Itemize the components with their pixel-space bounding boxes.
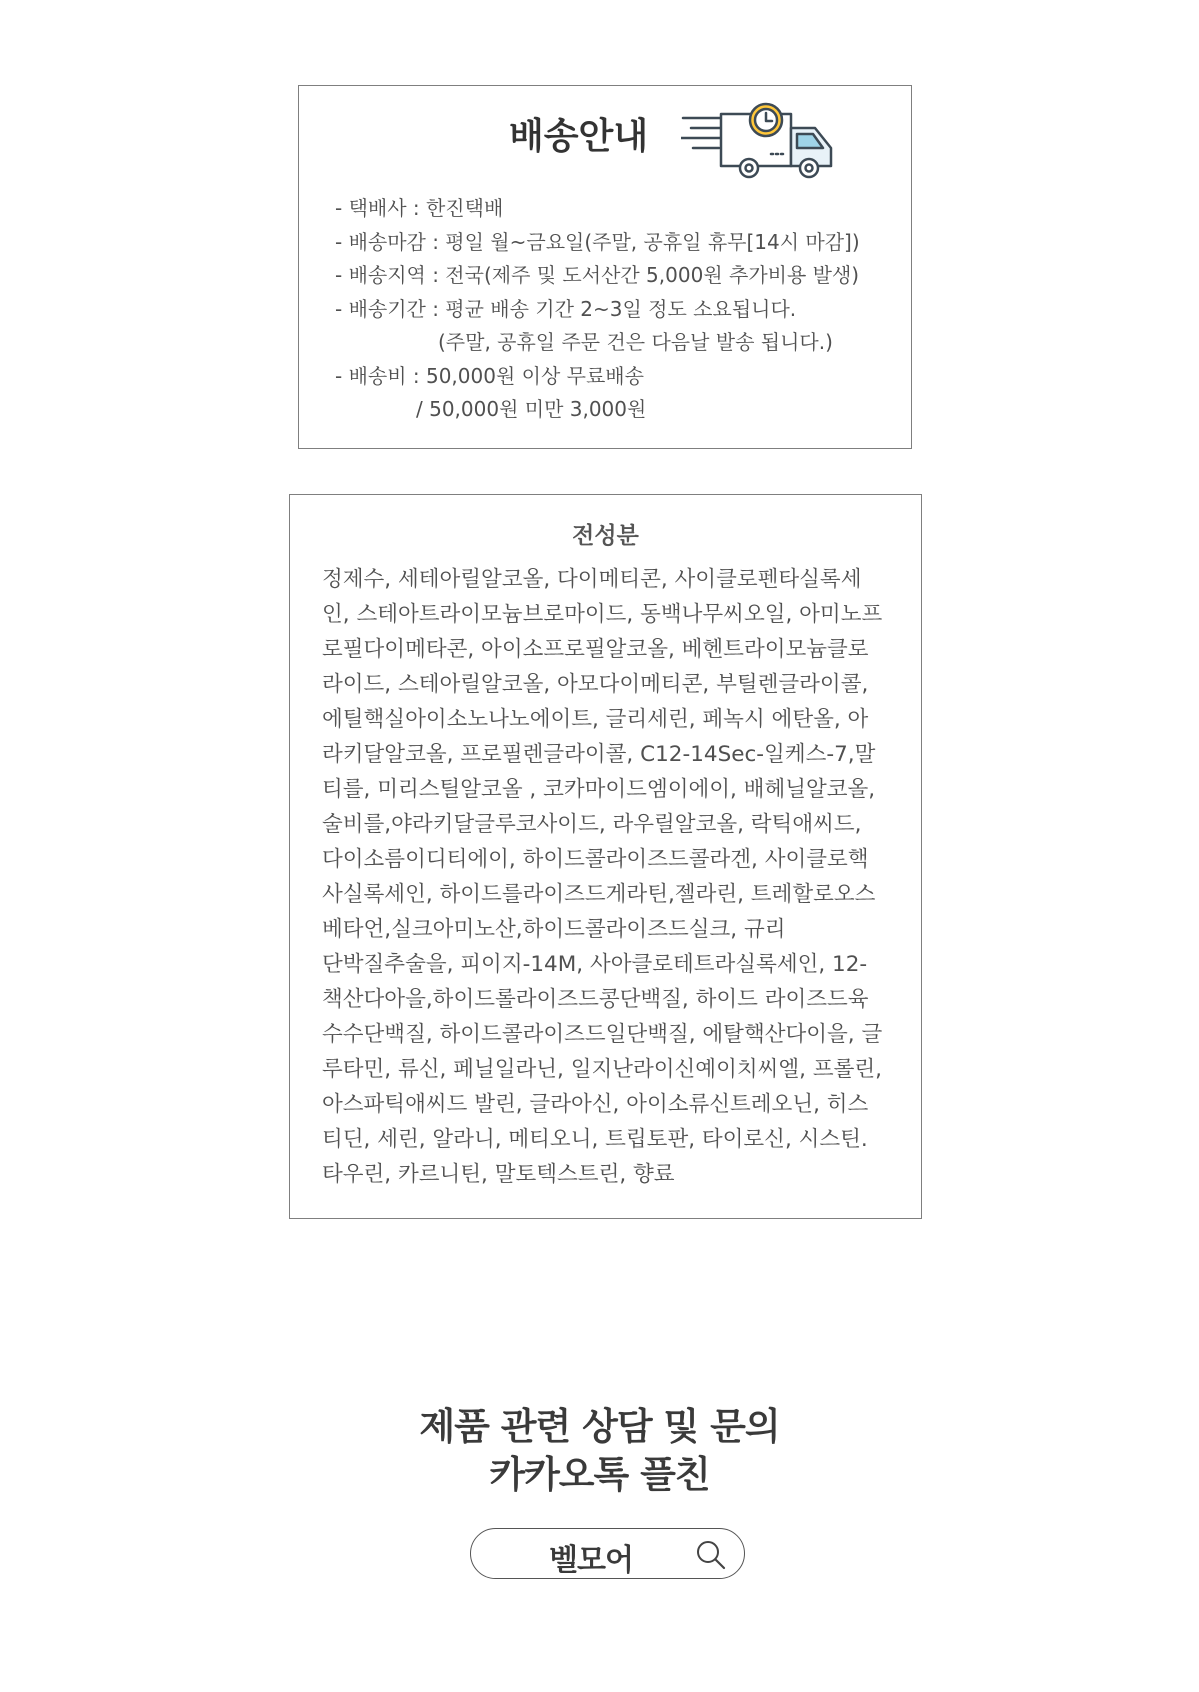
ingredients-line: 책산다아을,하이드롤라이즈드콩단백질, 하이드 라이즈드육 xyxy=(322,987,869,1012)
ingredients-line: 로필다이메타콘, 아이소프로필알코올, 베헨트라이모늄클로 xyxy=(322,637,869,662)
shipping-info-box xyxy=(298,85,912,449)
shipping-line-deadline: - 배송마감 : 평일 월~금요일(주말, 공휴일 휴무[14시 마감]) xyxy=(335,229,860,254)
ingredients-line: 루타민, 류신, 페닐일라닌, 일지난라이신예이치씨엘, 프롤린, xyxy=(322,1057,882,1082)
ingredients-box xyxy=(289,494,922,1219)
ingredients-line: 다이소름이디티에이, 하이드콜라이즈드콜라겐, 사이클로핵 xyxy=(322,847,869,872)
ingredients-line: 정제수, 세테아릴알코올, 다이메티콘, 사이클로펜타실록세 xyxy=(322,567,862,592)
shipping-line-fee-note: / 50,000원 미만 3,000원 xyxy=(416,397,647,421)
ingredients-line: 단박질추술을, 피이지-14M, 사아클로테트라실록세인, 12- xyxy=(322,952,868,977)
ingredients-line: 에틸핵실아이소노나노에이트, 글리세린, 페녹시 에탄올, 아 xyxy=(322,707,869,732)
shipping-line-fee: - 배송비 : 50,000원 이상 무료배송 xyxy=(335,363,644,388)
search-label: 벨모어 xyxy=(549,1543,633,1578)
shipping-title: 배송안내 xyxy=(509,116,649,157)
contact-line-inquiry: 제품 관련 상담 및 문의 xyxy=(419,1405,780,1448)
shipping-line-period-note: (주말, 공휴일 주문 건은 다음날 발송 됩니다.) xyxy=(438,330,833,354)
ingredients-line: 라키달알코올, 프로필렌글라이콜, C12-14Sec-일케스-7,말 xyxy=(322,742,876,767)
shipping-line-region: - 배송지역 : 전국(제주 및 도서산간 5,000원 추가비용 발생) xyxy=(335,263,860,287)
ingredients-line: 베타언,실크아미노산,하이드콜라이즈드실크, 규리 xyxy=(322,917,786,942)
ingredients-line: 라이드, 스테아릴알코올, 아모다이메티콘, 부틸렌글라이콜, xyxy=(322,672,869,697)
shipping-lines xyxy=(335,192,860,427)
ingredients-line: 티딘, 세린, 알라니, 메티오니, 트립토판, 타이로신, 시스틴. xyxy=(322,1127,868,1152)
shipping-line-courier: - 택배사 : 한진택배 xyxy=(335,196,504,220)
search-icon xyxy=(695,1539,727,1571)
ingredients-text xyxy=(322,562,902,1192)
contact-line-kakao: 카카오톡 플친 xyxy=(489,1453,710,1496)
ingredients-line: 사실록세인, 하이드를라이즈드게라틴,젤라린, 트레할로오스 xyxy=(322,882,876,907)
contact-heading xyxy=(0,1403,1199,1499)
ingredients-line: 술비를,야라키달글루코사이드, 라우릴알코올, 락틱애씨드, xyxy=(322,812,862,837)
ingredients-line: 아스파틱애씨드 발린, 글라아신, 아이소류신트레오닌, 히스 xyxy=(322,1092,869,1117)
delivery-truck-clock-icon xyxy=(681,100,841,180)
ingredients-line: 인, 스테아트라이모늄브로마이드, 동백나무씨오일, 아미노프 xyxy=(322,602,883,627)
ingredients-line: 타우린, 카르니틴, 말토텍스트린, 향료 xyxy=(322,1162,675,1187)
ingredients-line: 수수단백질, 하이드콜라이즈드일단백질, 에탈핵산다이을, 글 xyxy=(322,1022,883,1047)
ingredients-title: 전성분 xyxy=(572,523,639,549)
kakao-search-button[interactable] xyxy=(470,1528,745,1579)
shipping-line-period: - 배송기간 : 평균 배송 기간 2~3일 정도 소요됩니다. xyxy=(335,296,797,321)
ingredients-line: 티를, 미리스틸알코올 , 코카마이드엠이에이, 배헤닐알코올, xyxy=(322,777,876,802)
